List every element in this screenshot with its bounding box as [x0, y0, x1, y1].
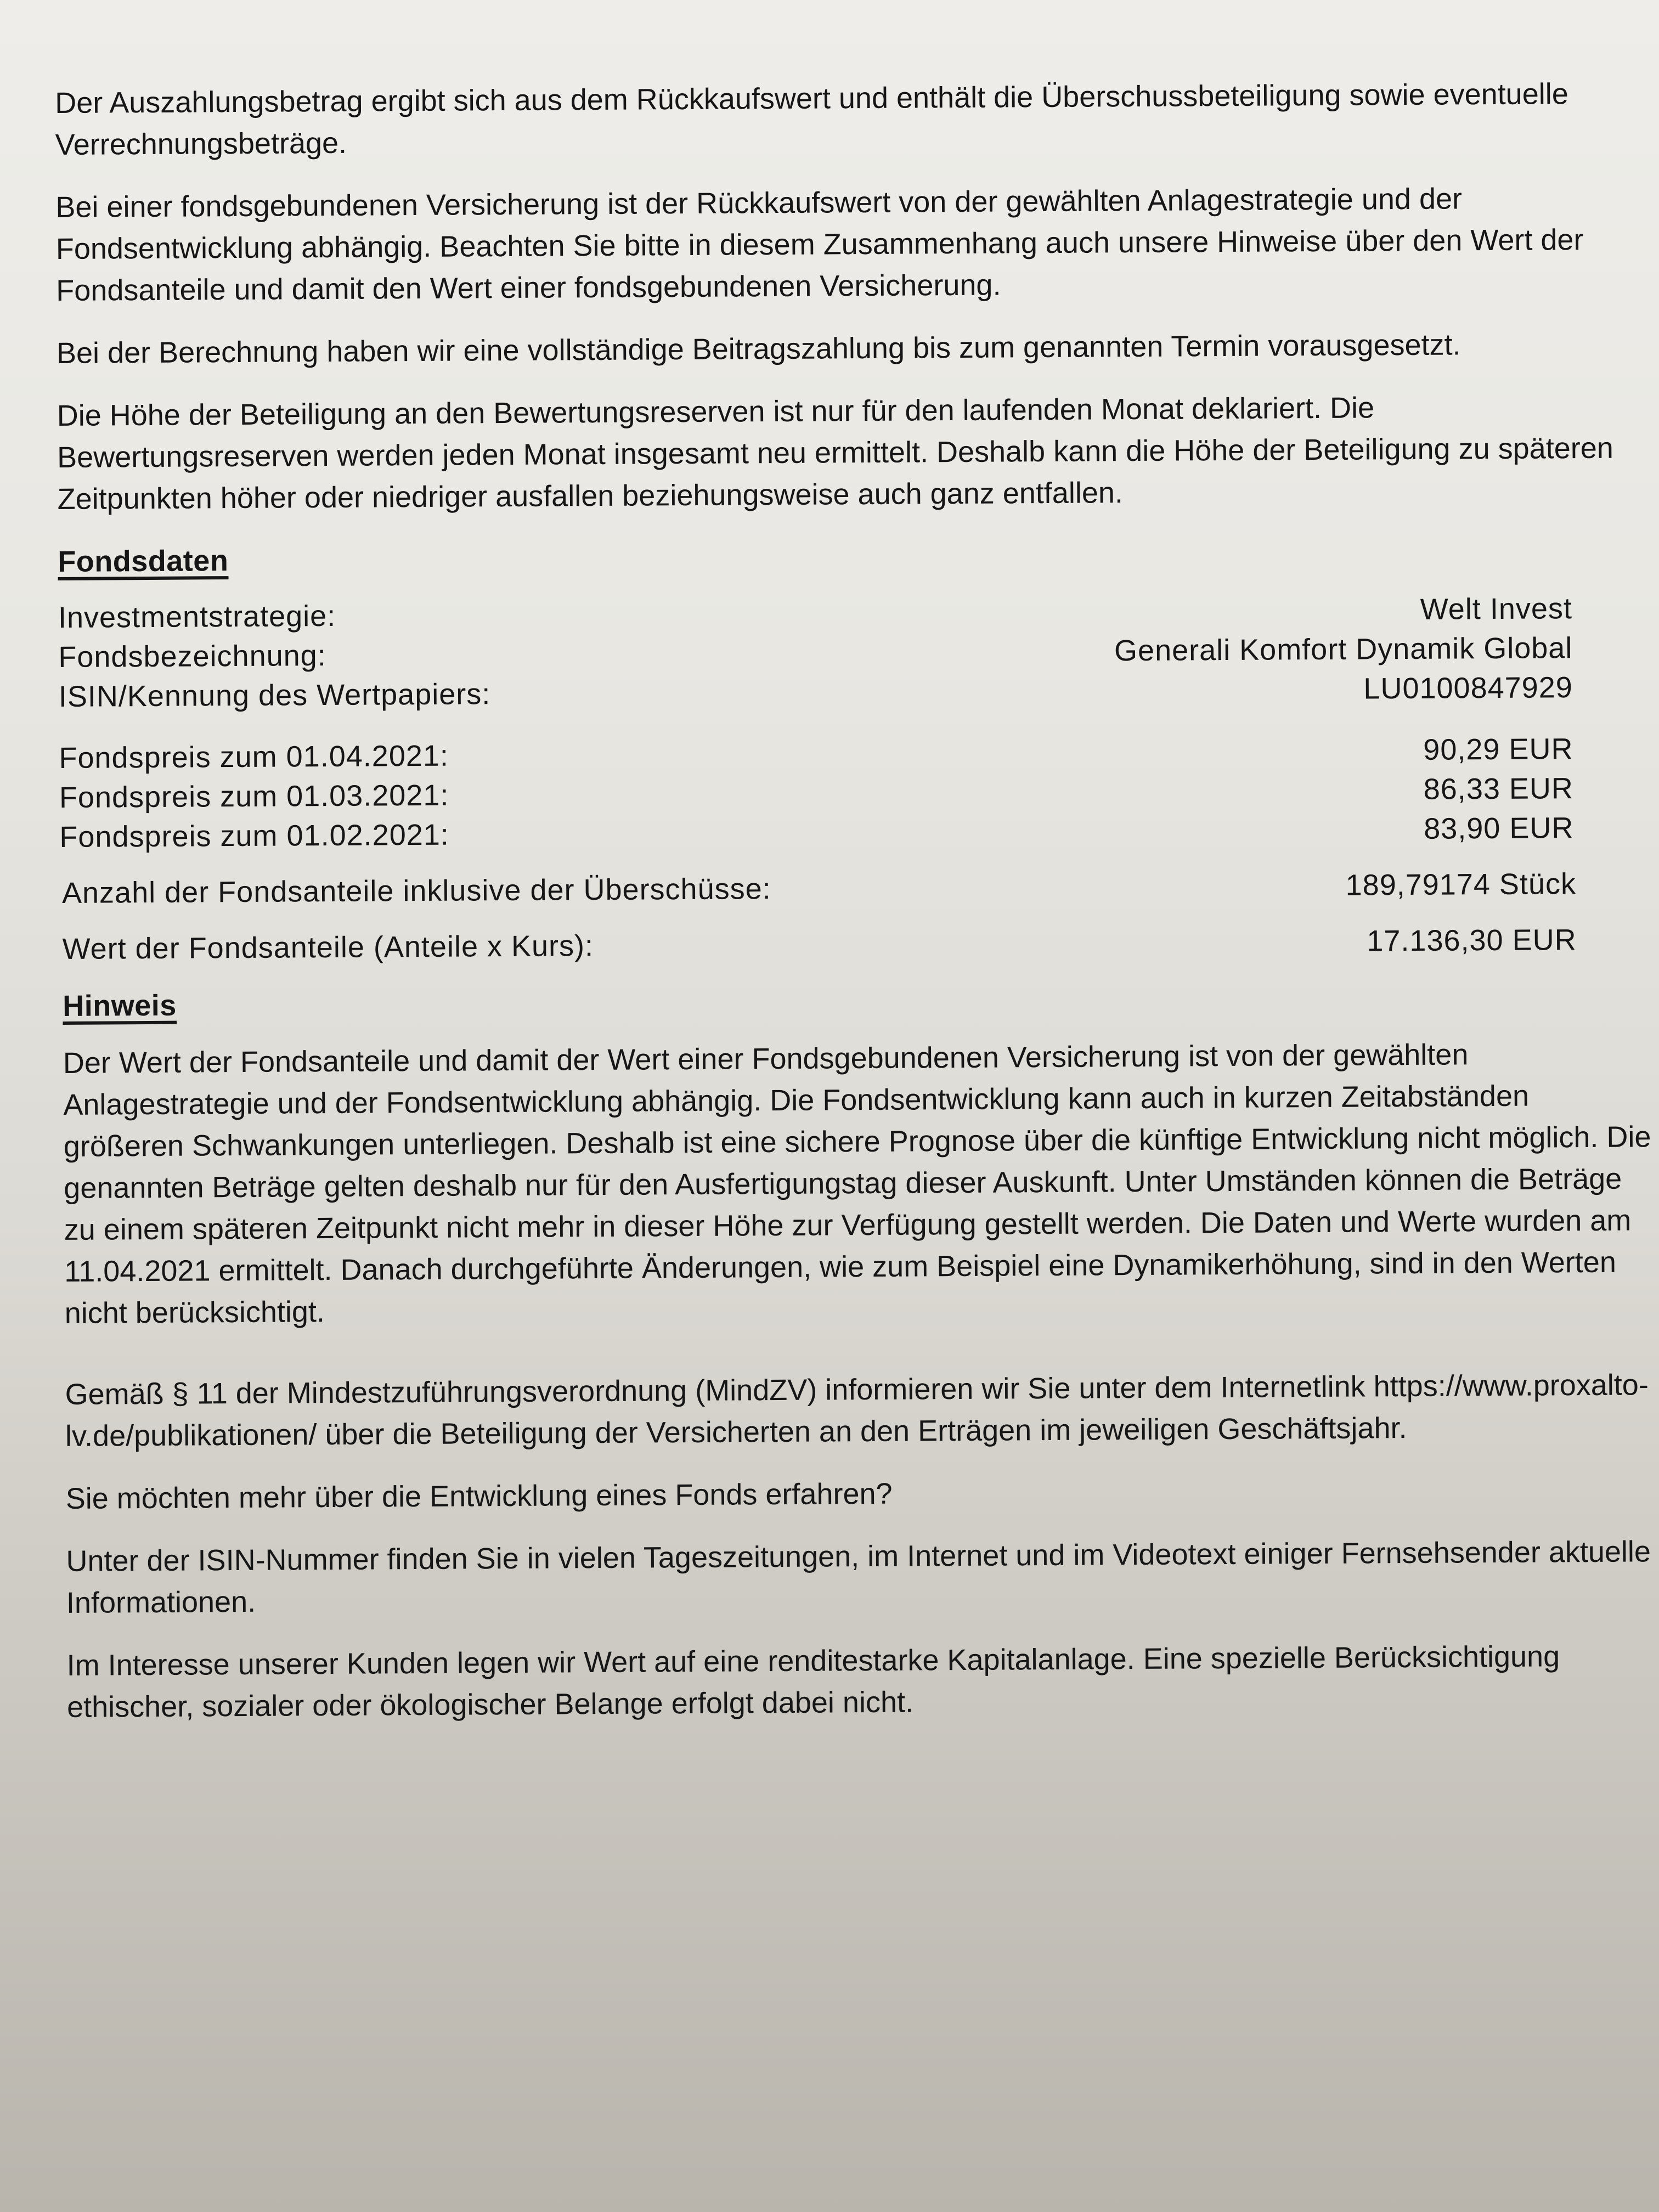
hinweis-paragraph-value-disclaimer: Der Wert der Fondsanteile und damit der Wert einer Fondsgebundenen Versicherung ist von der gewählten Anlagestrategie und der Fondsentwicklung abhängig. Die Fondsentwicklung kann auch in kurzen Zeitabständen größeren Schwankungen unterliegen. Deshalb ist eine sichere Prognose über die künftige Entwicklung nicht möglich. Die genannten Beträge gelten deshalb nur für den Ausfertigungstag dieser Auskunft. Unter Umständen können die Beträge zu einem späteren Zeitpunkt nicht mehr in dieser Höhe zur Verfügung gestellt werden. Die Daten und Werte wurden am 11.04.2021 ermittelt. Danach durchgeführte Änderungen, wie zum Beispiel eine Dynamikerhöhung, sind in den Werten nicht berücksichtigt.: [63, 1038, 1651, 1330]
hinweis-paragraph-ethics: Im Interesse unserer Kunden legen wir Wert auf eine renditestarke Kapitalanlage. Eine spezielle Berücksichtigung ethischer, sozialer oder ökologischer Belange erfolgt dabei nicht.: [66, 1640, 1560, 1724]
fund-info-label: Fondsbezeichnung:: [58, 639, 326, 674]
fund-units-row: [60, 864, 1651, 913]
fund-units-label: Anzahl der Fondsanteile inklusive der Überschüsse:: [61, 872, 771, 910]
hinweis-paragraph-isin-info: Unter der ISIN-Nummer finden Sie in vielen Tageszeitungen, im Internet und im Videotext einiger Fernsehsender aktuelle Informationen.: [66, 1535, 1651, 1620]
fund-total-value: 17.136,30 EUR: [1367, 923, 1577, 958]
fund-units-line: [60, 864, 1576, 913]
fund-info-list: [58, 588, 1650, 716]
fund-price-value: 83,90 EUR: [1424, 811, 1574, 845]
fund-info-value: Generali Komfort Dynamik Global: [1114, 631, 1573, 668]
fund-price-label: Fondspreis zum 01.04.2021:: [59, 739, 449, 775]
fund-total-label: Wert der Fondsanteile (Anteile x Kurs):: [62, 929, 594, 966]
document-page: [55, 72, 1656, 1749]
fund-price-label: Fondspreis zum 01.03.2021:: [59, 778, 449, 814]
fund-price-label: Fondspreis zum 01.02.2021:: [59, 818, 449, 854]
fund-price-list: [59, 729, 1650, 857]
intro-paragraph-surrender-value: Bei einer fondsgebundenen Versicherung ist der Rückkaufswert von der gewählten Anlagestrategie und der Fondsentwicklung abhängig. Beachten Sie bitte in diesem Zusammenhang auch unsere Hinweise über den Wert der Fondsanteile und damit den Wert einer fondsgebundenen Versicherung.: [55, 182, 1584, 307]
fund-units-value: 189,79174 Stück: [1345, 867, 1577, 902]
intro-paragraph-calculation: Bei der Berechnung haben wir eine vollständige Beitragszahlung bis zum genannten Termin vorausgesetzt.: [56, 328, 1461, 370]
fund-info-label: ISIN/Kennung des Wertpapiers:: [58, 678, 491, 713]
intro-paragraph-valuation-reserves: Die Höhe der Beteiligung an den Bewertungsreserven ist nur für den laufenden Monat deklariert. Die Bewertungsreserven werden jeden Monat insgesamt neu ermittelt. Deshalb kann die Höhe der Beteiligung zu späteren Zeitpunkten höher oder niedriger ausfallen beziehungsweise auch ganz entfallen.: [57, 391, 1613, 516]
fund-total-row: [60, 919, 1651, 969]
section-heading-fondsdaten: Fondsdaten: [58, 544, 229, 578]
fund-price-value: 86,33 EUR: [1423, 772, 1574, 806]
section-heading-hinweis: Hinweis: [63, 989, 177, 1023]
fund-info-label: Investmentstrategie:: [58, 599, 336, 634]
fund-info-value: Welt Invest: [1420, 592, 1573, 626]
intro-paragraph-payout: Der Auszahlungsbetrag ergibt sich aus dem Rückkaufswert und enthält die Überschussbeteiligung sowie eventuelle Verrechnungsbeträge.: [55, 77, 1568, 161]
fund-price-value: 90,29 EUR: [1423, 732, 1573, 766]
fund-info-value: LU0100847929: [1363, 671, 1573, 706]
fund-total-line: [60, 920, 1576, 969]
hinweis-paragraph-mindzv: Gemäß § 11 der Mindestzuführungsverordnung (MindZV) informieren wir Sie unter dem Internetlink https://www.proxalto-lv.de/publikationen/ über die Beteiligung der Versicherten an den Erträgen im jeweiligen Geschäftsjahr.: [65, 1368, 1649, 1453]
hinweis-paragraph-question: Sie möchten mehr über die Entwicklung eines Fonds erfahren?: [65, 1477, 893, 1515]
